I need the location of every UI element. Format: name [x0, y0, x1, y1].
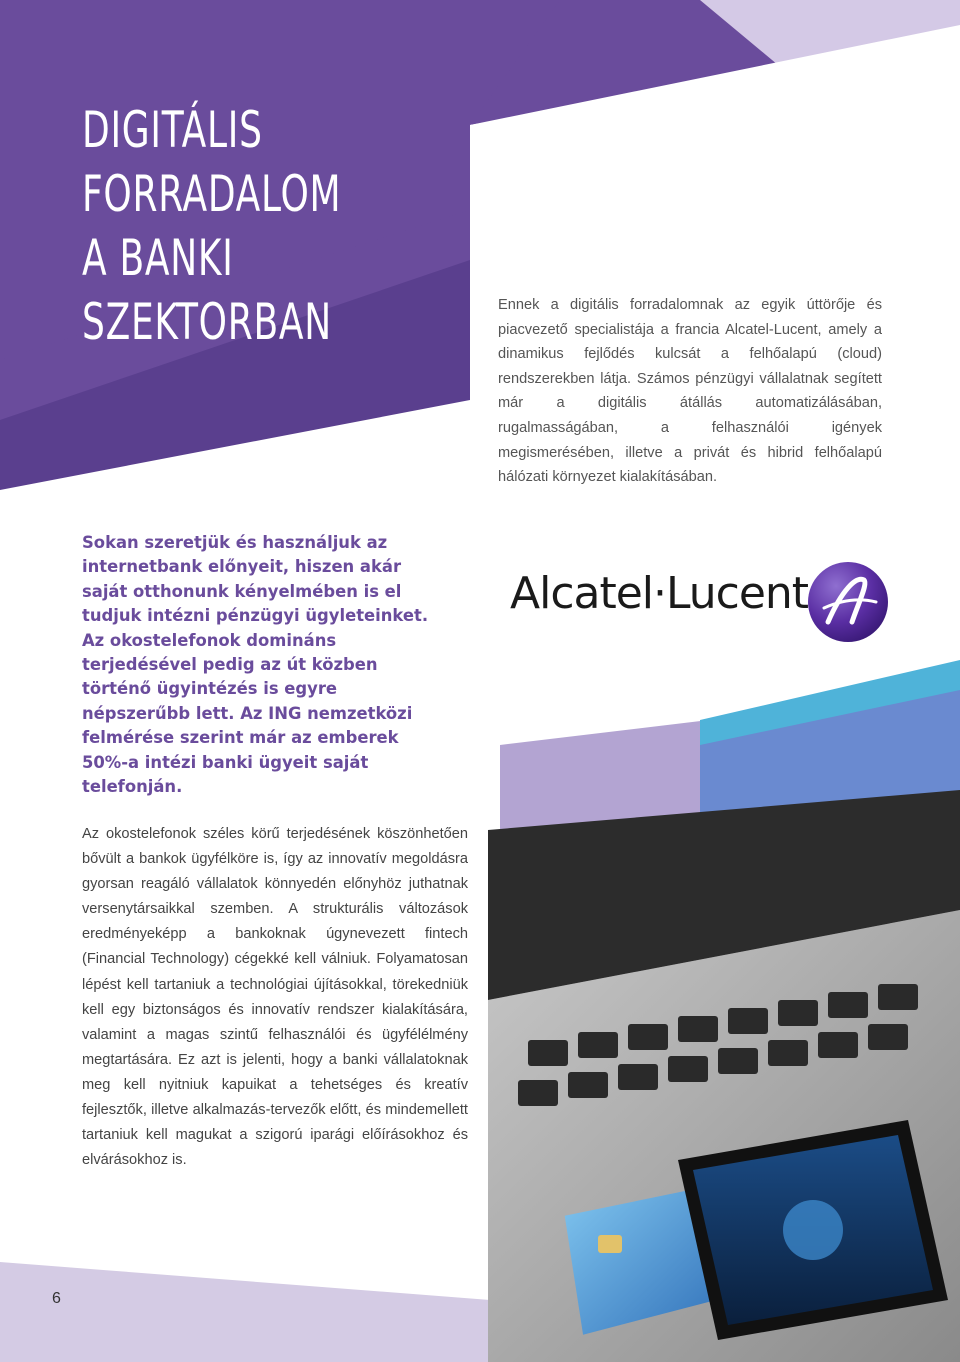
title-line: SZEKTORBAN: [82, 293, 332, 351]
title-line: A BANKI: [82, 229, 234, 287]
page-number: 6: [52, 1290, 61, 1307]
bottom-lavender-band: [0, 1262, 490, 1362]
laptop-phone-card-photo: [488, 740, 960, 1362]
lead-paragraph: Sokan szeretjük és használjuk az internetbank előnyeit, hiszen akár saját otthonunk kényelmében is el tudjuk intézni pénzügyi ügyleteinket. Az okostelefonok domináns terjedésével pedig az út közben történő ügyintézés is egyre népszerűbb lett. Az ING nemzetközi felmérése szerint már az emberek 50%-a intézi banki ügyeit saját telefonján.: [82, 533, 429, 797]
body-paragraph: Az okostelefonok széles körű terjedésének köszönhetően bővült a bankok ügyfélköre is, így az innovatív megoldásra gyorsan reagáló vállalatok könnyedén előnyhöz juthatnak versenytársaikkal szemben. A strukturális változások eredményeképp a bankoknak úgynevezett fintech (Financial Technology) cégekké kell válniuk. Folyamatosan lépést kell tartaniuk a technológiai újításokkal, törekedniük kell egy biztonságos és innovatív rendszer kialakítására, valamint a magas szintű felhasználói és ügyfélélmény megtartására. Ez azt is jelenti, hogy a banki vállalatoknak meg kell nyitniuk kapuikat a tehetséges és kreatív fejlesztők, illetve alkalmazás-tervezők előtt, és mindemellett tartaniuk kell magukat a szigorú iparági előírásokhoz és elvárásokhoz is.: [82, 826, 468, 1169]
intro-paragraph: Ennek a digitális forradalomnak az egyik úttörője és piacvezető specialistája a francia Alcatel-Lucent, amely a dinamikus fejlődés kulcsát a felhőalapú (cloud) rendszerekben látja. Számos pénzügyi vállalatnak segített már a digitális átállás automatizálásában, rugalmasságában, a felhasználói igények megismerésében, illetve a privát és hibrid felhőalapú hálózati környezet kialakításában.: [498, 297, 882, 486]
alcatel-lucent-emblem-icon: [806, 560, 890, 644]
alcatel-lucent-logo-text: Alcatel·Lucent: [510, 568, 809, 619]
page-title: [82, 98, 341, 354]
title-line: FORRADALOM: [82, 165, 342, 223]
title-line: DIGITÁLIS: [82, 101, 263, 159]
